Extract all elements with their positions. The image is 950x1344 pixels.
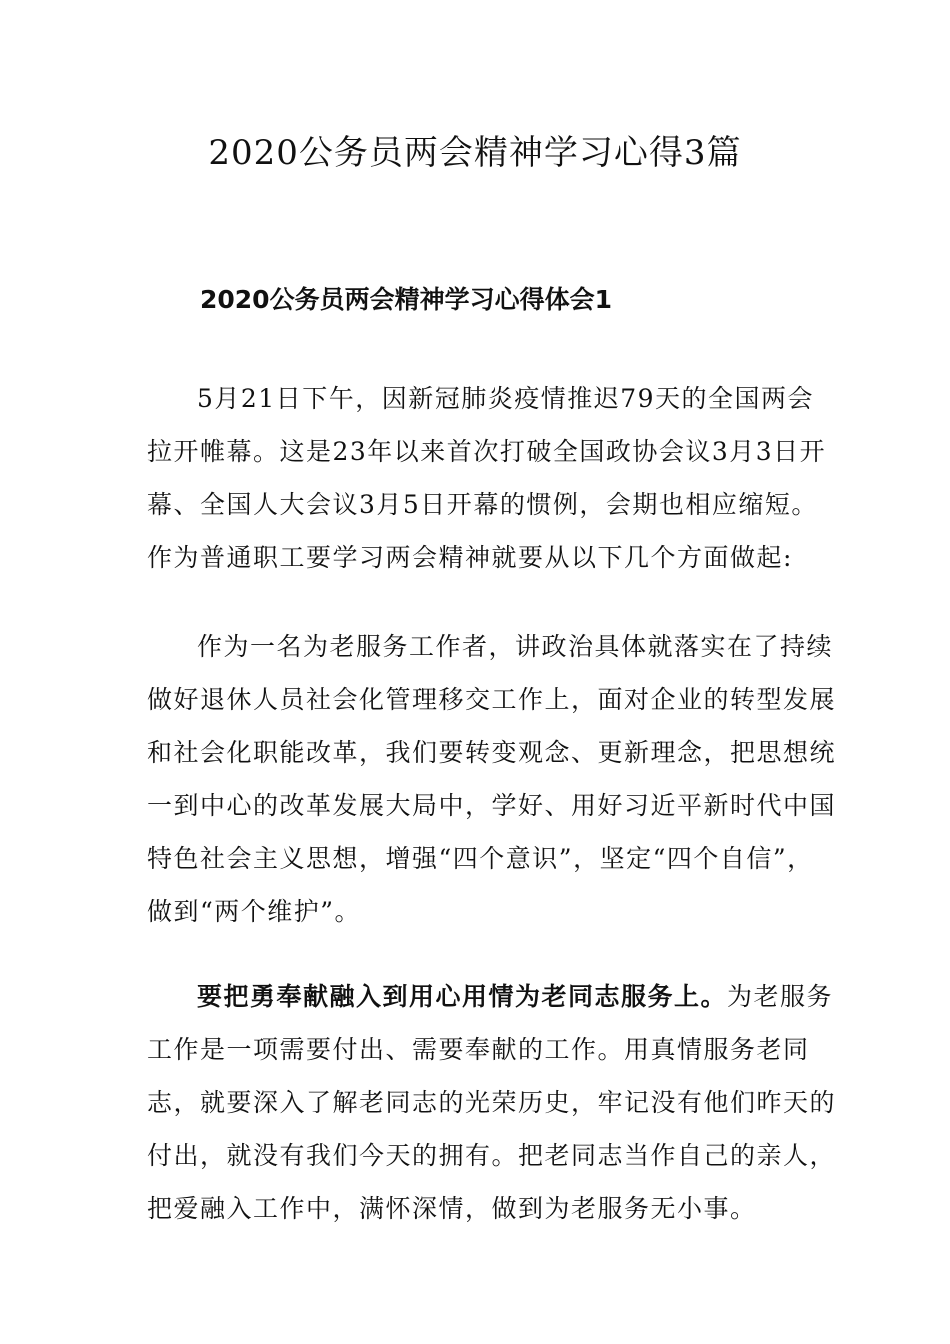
paragraph-2: 作为一名为老服务工作者，讲政治具体就落实在了持续做好退休人员社会化管理移交工作上，面对企业的转型发展和社会化职能改革，我们要转变观念、更新理念，把思想统一到中心的改革发展大局中，学好、用好习近平新时代中国特色社会主义思想，增强“四个意识”，坚定“四个自信”，做到“两个维护”。 (147, 632, 837, 926)
paragraph-1: 5月21日下午，因新冠肺炎疫情推迟79天的全国两会拉开帷幕。这是23年以来首次打破全国政协会议3月3日开幕、全国人大会议3月5日开幕的惯例，会期也相应缩短。作为普通职工要学习两会精神就要从以下几个方面做起: (147, 384, 827, 572)
paragraph-3-lead: 要把勇奉献融入到用心用情为老同志服务上。 (197, 982, 728, 1011)
section-heading: 2020公务员两会精神学习心得体会1 (200, 285, 612, 314)
document-title: 2020公务员两会精神学习心得3篇 (208, 133, 742, 173)
paragraph-3 (147, 970, 837, 1235)
paragraph-3-body: 为老服务工作是一项需要付出、需要奉献的工作。用真情服务老同志，就要深入了解老同志的光荣历史，牢记没有他们昨天的付出，就没有我们今天的拥有。把老同志当作自己的亲人，把爱融入工作中，满怀深情，做到为老服务无小事。 (147, 982, 837, 1223)
